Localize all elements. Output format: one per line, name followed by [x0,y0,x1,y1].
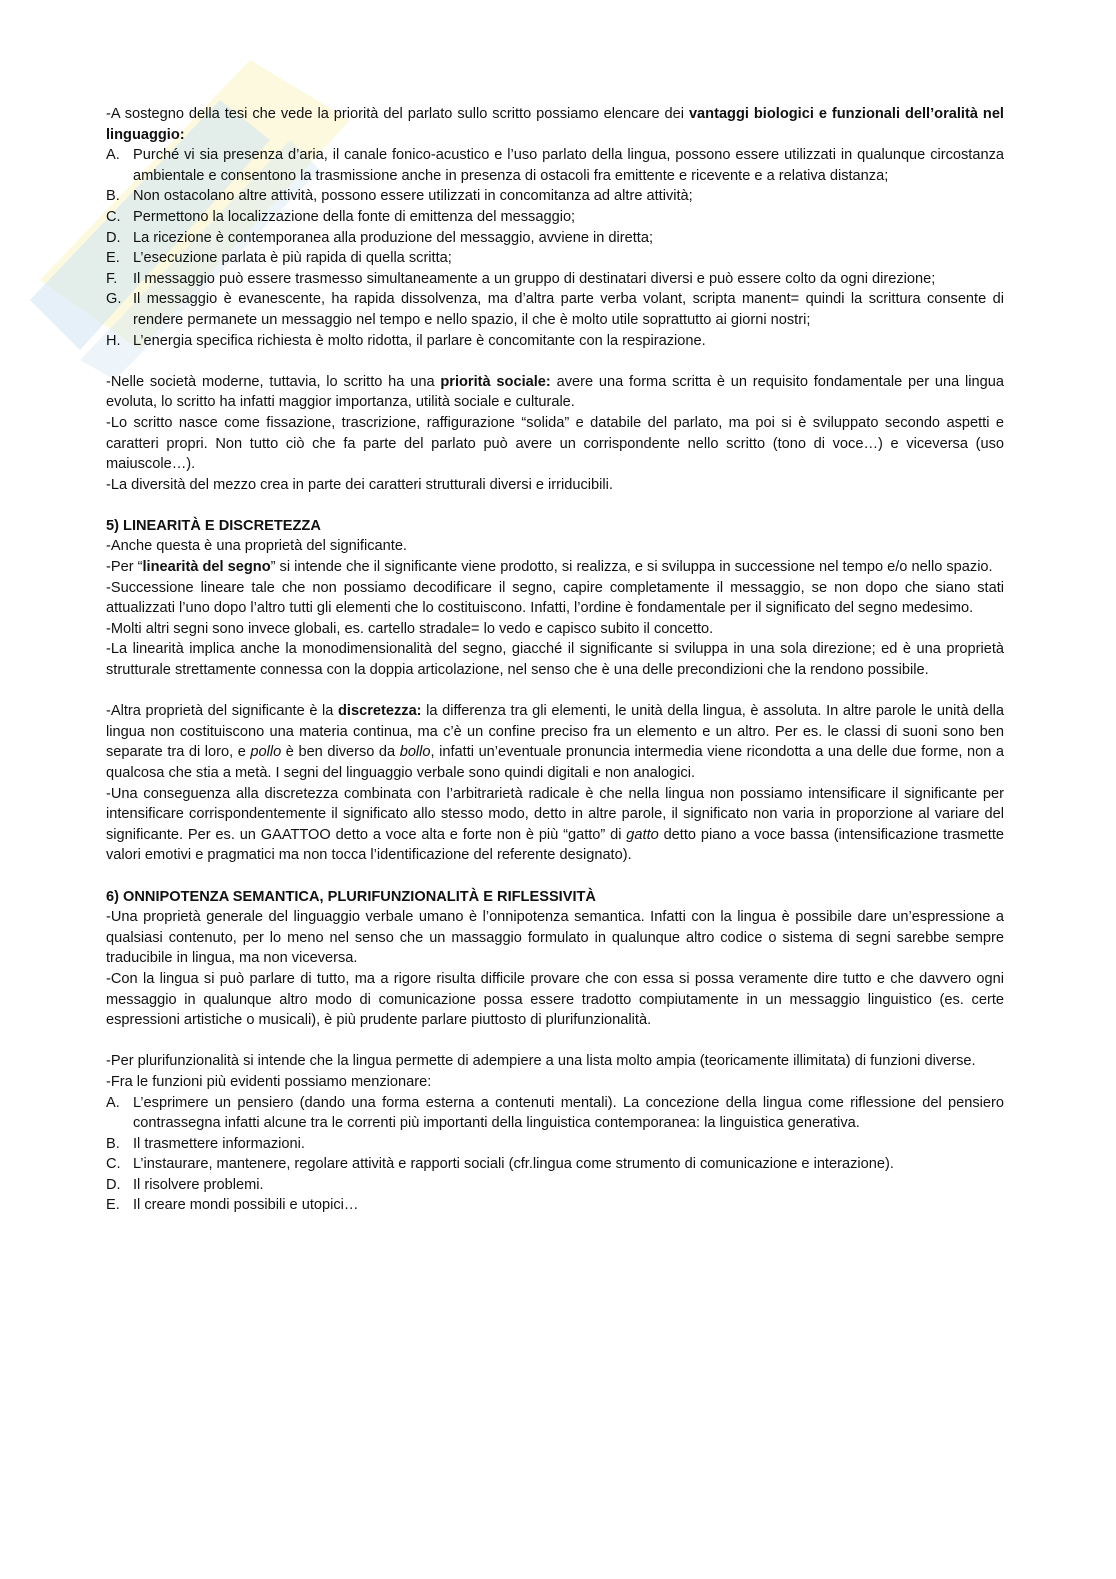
list-item-text: Permettono la localizzazione della fonte di emittenza del messaggio; [133,208,576,225]
list-item-text: Purché vi sia presenza d’aria, il canale fonico-acustico e l’uso parlato della lingua, possono essere utilizzati in qualunque circostanza ambientale e consentono la trasmissione anche in presenza di ostacoli fra emittente e ricevente e a relativa distanza; [133,147,1004,184]
social-paragraph-3: -La diversità del mezzo crea in parte dei caratteri strutturali diversi e irriducibili. [106,476,613,493]
s5-paragraph-3: -Successione lineare tale che non possiamo decodificare il segno, capire completamente il messaggio, se non dopo che siano stati attualizzati l’uno dopo l’altro tutti gli elementi che lo costituiscono. Infatti, l’ordine è fondamentale per il significato del segno medesimo. [106,579,1004,617]
section-5-heading: 5) LINEARITÀ E DISCRETEZZA [106,517,321,534]
list-item-text: Il risolvere problemi. [133,1176,264,1193]
list-item [106,1195,1004,1216]
section-6-heading: 6) ONNIPOTENZA SEMANTICA, PLURIFUNZIONALITÀ E RIFLESSIVITÀ [106,888,596,905]
list-item [106,1134,1004,1155]
s5-paragraph-6: -Altra proprietà del significante è la discretezza: la differenza tra gli elementi, le unità della lingua, è assoluta. In altre parole le unità della lingua non costituiscono una materia continua, ma c’è un confine preciso fra un elemento e un altro. Per es. le classi di suoni sono ben separate tra di loro, e pollo è ben diverso da bollo, infatti un’eventuale pronuncia intermedia viene ricondotta a una delle due forme, non a qualcosa che stia a metà. I segni del linguaggio verbale sono quindi digitali e non analogici. [106,703,1005,781]
s5-paragraph-2: -Per “linearità del segno” si intende che il significante viene prodotto, si realizza, e si sviluppa in successione nel tempo e/o nello spazio. [106,559,993,576]
list-item-label: A. [106,147,120,164]
list-item-label: C. [106,1156,121,1173]
list-item [106,1154,1004,1175]
list-item [106,207,1004,228]
list-item-label: B. [106,188,120,205]
list-item-text: L’energia specifica richiesta è molto ridotta, il parlare è concomitante con la respirazione. [133,332,706,349]
intro-paragraph: -A sostegno della tesi che vede la priorità del parlato sullo scritto possiamo elencare dei vantaggi biologici e funzionali dell’oralità nel linguaggio: [106,106,1004,143]
list-item-label: D. [106,229,121,246]
s5-paragraph-1: -Anche questa è una proprietà del significante. [106,538,407,555]
list-item [106,269,1004,290]
s5-paragraph-7: -Una conseguenza alla discretezza combinata con l’arbitrarietà radicale è che nella lingua non possiamo intensificare il significante per intensificare corrispondentemente il significato allo stesso modo, detto in altre parole, il significato non varia in proporzione al variare del significante. Per es. un GAATTOO detto a voce alta e forte non è più “gatto” di gatto detto piano a voce bassa (intensificazione trasmette valori emotivi e pragmatici ma non tocca l’identificazione del referente designato). [106,785,1004,864]
list-item-label: E. [106,250,120,267]
list-item-label: A. [106,1094,120,1111]
s6-paragraph-1: -Una proprietà generale del linguaggio verbale umano è l’onnipotenza semantica. Infatti con la lingua è possibile dare un’espressione a qualsiasi contenuto, per lo meno nel senso che un massaggio formulato in qualunque altro codice o sistema di segni sarebbe sempre traducibile in lingua, ma non viceversa. [106,909,1004,967]
list-item [106,331,1004,352]
list-item [106,289,1004,330]
list-item-label: B. [106,1135,120,1152]
list-item [106,1175,1004,1196]
list-item-text: L’esprimere un pensiero (dando una forma esterna a contenuti mentali). La concezione della lingua come riflessione del pensiero contrassegna infatti alcune tra le correnti più importanti della linguistica contemporanea: la linguistica generativa. [133,1094,1004,1132]
list-item [106,186,1004,207]
advantages-list [106,145,1004,351]
document-page [106,104,1004,1216]
list-item-text: Non ostacolano altre attività, possono essere utilizzati in concomitanza ad altre attività; [133,188,693,205]
list-item-text: Il messaggio può essere trasmesso simultaneamente a un gruppo di destinatari diversi e può essere colto da ogni direzione; [133,270,936,287]
list-item-label: E. [106,1197,120,1214]
list-item-text: La ricezione è contemporanea alla produzione del messaggio, avviene in diretta; [133,229,654,246]
social-paragraph-1: -Nelle società moderne, tuttavia, lo scritto ha una priorità sociale: avere una forma scritta è un requisito fondamentale per una lingua evoluta, lo scritto ha infatti maggior importanza, utilità sociale e culturale. [106,373,1004,411]
s5-paragraph-5: -La linearità implica anche la monodimensionalità del segno, giacché il significante si sviluppa in una sola direzione; ed è una proprietà strutturale strettamente connessa con la doppia articolazione, nel senso che è una delle precondizioni che la rendono possibile. [106,641,1004,679]
list-item-label: F. [106,270,118,287]
functions-list [106,1093,1004,1217]
list-item-label: C. [106,208,121,225]
list-item [106,1093,1004,1134]
list-item-text: L’esecuzione parlata è più rapida di quella scritta; [133,250,452,267]
list-item-label: D. [106,1176,121,1193]
list-item [106,145,1004,186]
list-item [106,248,1004,269]
list-item-text: Il trasmettere informazioni. [133,1135,305,1152]
list-item-text: Il creare mondi possibili e utopici… [133,1197,359,1214]
s5-paragraph-4: -Molti altri segni sono invece globali, es. cartello stradale= lo vedo e capisco subito il concetto. [106,620,714,637]
list-item-text: L’instaurare, mantenere, regolare attività e rapporti sociali (cfr.lingua come strumento di comunicazione e interazione). [133,1156,894,1173]
social-paragraph-2: -Lo scritto nasce come fissazione, trascrizione, raffigurazione “solida” e databile del parlato, ma poi si è sviluppato secondo aspetti e caratteri propri. Non tutto ciò che fa parte del parlato può avere un corrispondente nello scritto (tono di voce…) e viceversa (uso maiuscole…). [106,414,1004,473]
list-item-label: H. [106,332,121,349]
s6-paragraph-3: -Per plurifunzionalità si intende che la lingua permette di adempiere a una lista molto ampia (teoricamente illimitata) di funzioni diverse. [106,1053,976,1070]
list-item-text: Il messaggio è evanescente, ha rapida dissolvenza, ma d’altra parte verba volant, scripta manent= quindi la scrittura consente di rendere permanete un messaggio nel tempo e nello spazio, il che è molto utile soprattutto ai giorni nostri; [133,291,1004,328]
list-item-label: G. [106,291,122,308]
s6-paragraph-2: -Con la lingua si può parlare di tutto, ma a rigore risulta difficile provare che con essa si possa veramente dire tutto e che davvero ogni messaggio in qualunque altro modo di comunicazione possa essere tradotto compiutamente in un messaggio linguistico (es. certe espressioni artistiche o musicali), è più prudente parlare piuttosto di plurifunzionalità. [106,970,1004,1029]
s6-paragraph-4: -Fra le funzioni più evidenti possiamo menzionare: [106,1073,432,1090]
list-item [106,228,1004,249]
